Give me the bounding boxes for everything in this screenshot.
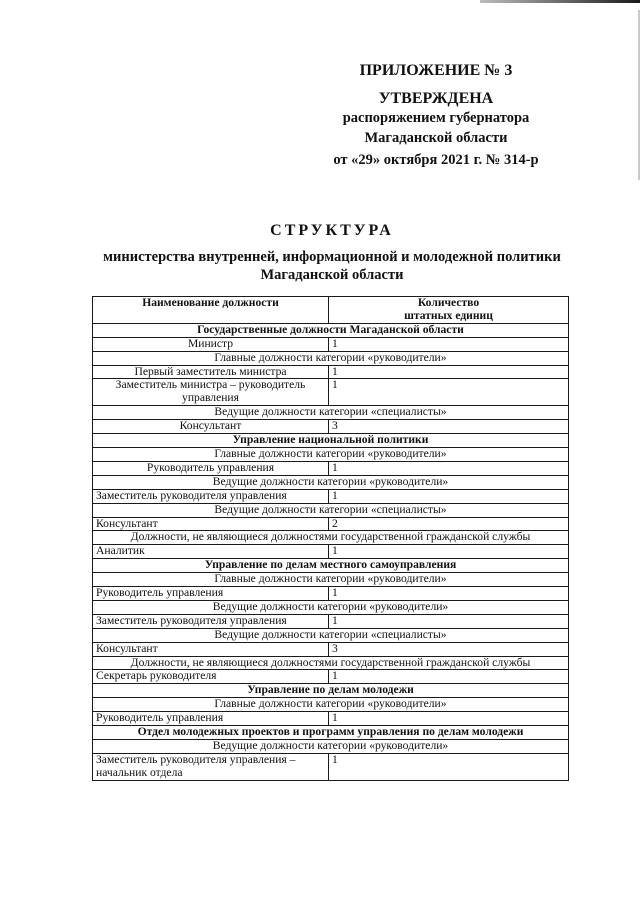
position-count: 3 [329,420,569,434]
position-name: Консультант [93,517,329,531]
category-heading: Главные должности категории «руководители» [93,698,569,712]
position-row [93,461,569,475]
category-heading: Ведущие должности категории «руководители» [93,740,569,754]
section-row [93,323,569,337]
position-row [93,670,569,684]
position-row [93,365,569,379]
order-date: от «29» октября 2021 г. № 314-р [333,152,539,168]
position-count: 1 [329,614,569,628]
category-row [93,406,569,420]
appendix-number: ПРИЛОЖЕНИЕ № 3 [359,62,513,79]
position-row [93,642,569,656]
section-row [93,726,569,740]
table-body [93,323,569,780]
category-row [93,447,569,461]
section-row [93,559,569,573]
category-row [93,600,569,614]
position-count: 1 [329,670,569,684]
position-name: Консультант [93,642,329,656]
category-row [93,740,569,754]
position-count: 1 [329,489,569,503]
position-row [93,420,569,434]
category-heading: Должности, не являющиеся должностями государственной гражданской службы [93,531,569,545]
category-row [93,531,569,545]
position-name: Руководитель управления [93,587,329,601]
column-header-count-line-1: Количество [417,296,480,309]
category-heading: Ведущие должности категории «руководители» [93,600,569,614]
position-row [93,614,569,628]
position-name: Заместитель министра – руководитель управления [93,379,329,406]
position-count: 1 [329,461,569,475]
section-heading: Государственные должности Магаданской области [93,323,569,337]
section-heading: Управление по делам местного самоуправления [93,559,569,573]
position-count: 3 [329,642,569,656]
document-subtitle [92,248,572,284]
position-row [93,712,569,726]
position-name: Первый заместитель министра [93,365,329,379]
section-heading: Управление национальной политики [93,434,569,448]
position-name: Руководитель управления [93,712,329,726]
position-name: Заместитель руководителя управления [93,614,329,628]
position-count: 1 [329,365,569,379]
subtitle-line-1: министерства внутренней, информационной и молодежной политики [103,249,561,265]
category-heading: Главные должности категории «руководители» [93,573,569,587]
position-row [93,517,569,531]
category-heading: Ведущие должности категории «специалисты» [93,628,569,642]
position-name: Заместитель руководителя управления – начальник отдела [93,753,329,780]
column-header-count [329,297,569,324]
position-name: Аналитик [93,545,329,559]
category-row [93,698,569,712]
position-count: 1 [329,587,569,601]
section-row [93,684,569,698]
category-row [93,628,569,642]
position-count: 1 [329,545,569,559]
position-name: Секретарь руководителя [93,670,329,684]
approved-by-line-2: Магаданской области [364,130,508,146]
position-row [93,587,569,601]
column-header-count-line-2: штатных единиц [404,308,493,322]
category-heading: Должности, не являющиеся должностями государственной гражданской службы [93,656,569,670]
document-title: СТРУКТУРА [270,222,394,239]
category-heading: Ведущие должности категории «руководители» [93,475,569,489]
position-row [93,489,569,503]
category-heading: Главные должности категории «руководители» [93,447,569,461]
category-row [93,656,569,670]
structure-table [92,296,569,781]
column-header-position-label: Наименование должности [142,296,279,309]
scan-artifact-line [480,0,640,3]
approved-label: УТВЕРЖДЕНА [378,90,494,107]
position-row [93,753,569,780]
category-row [93,351,569,365]
category-row [93,573,569,587]
subtitle-line-2: Магаданской области [260,267,404,283]
table-header-row [93,297,569,324]
position-count: 1 [329,379,569,406]
category-row [93,503,569,517]
position-row [93,337,569,351]
position-count: 1 [329,712,569,726]
column-header-position [93,297,329,324]
position-count: 1 [329,337,569,351]
category-heading: Ведущие должности категории «специалисты» [93,503,569,517]
approved-by-line-1: распоряжением губернатора [342,110,530,126]
position-row [93,545,569,559]
category-row [93,475,569,489]
position-name: Министр [93,337,329,351]
category-heading: Главные должности категории «руководители» [93,351,569,365]
position-name: Консультант [93,420,329,434]
position-row [93,379,569,406]
section-heading: Отдел молодежных проектов и программ управления по делам молодежи [93,726,569,740]
position-name: Заместитель руководителя управления [93,489,329,503]
section-row [93,434,569,448]
position-count: 1 [329,753,569,780]
position-name: Руководитель управления [93,461,329,475]
category-heading: Ведущие должности категории «специалисты» [93,406,569,420]
section-heading: Управление по делам молодежи [93,684,569,698]
position-count: 2 [329,517,569,531]
approved-by [300,108,572,148]
